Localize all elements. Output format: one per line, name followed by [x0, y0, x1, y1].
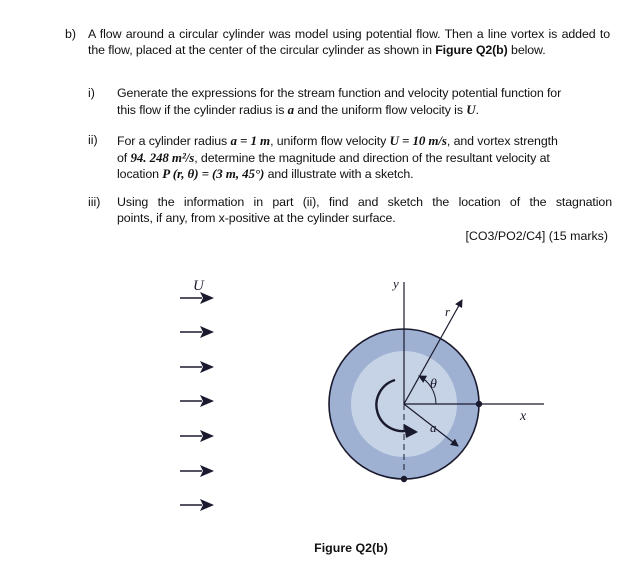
part-ii-text-e: , determine the magnitude and direction of the resultant velocity at — [194, 150, 550, 165]
var-a: a — [287, 101, 295, 117]
label-x: x — [520, 409, 527, 424]
figure-reference: Figure Q2(b) — [435, 42, 508, 57]
marks-allocation: [CO3/PO2/C4] (15 marks) — [465, 229, 608, 243]
surface-point-right — [476, 401, 482, 407]
question-label: b) — [65, 27, 77, 41]
part-iii-line2: points, if any, from x-positive at the cylinder surface. — [117, 210, 396, 225]
part-ii-text-c: , and vortex strength — [446, 134, 558, 148]
part-iii-line1: Using the information in part (ii), find and sketch the location of the stagnation — [117, 195, 612, 209]
part-i-text-a: this flow if the cylinder radius is — [117, 102, 288, 117]
label-a: a — [430, 420, 437, 435]
flow-arrow — [180, 361, 214, 373]
part-i-label: i) — [88, 86, 95, 100]
label-U: U — [193, 278, 204, 294]
part-ii-text-f: location — [117, 167, 163, 181]
surface-point-bottom — [401, 476, 407, 482]
uniform-flow-arrows — [180, 292, 214, 511]
vortex-strength-value: 94. 248 m²/s — [130, 149, 195, 165]
intro-text: A flow around a circular cylinder was model using potential flow. Then a line vortex is added to the flow, placed at the center of the circular cylinder as shown in — [88, 27, 610, 57]
var-U: U — [466, 101, 476, 117]
part-ii-text-d: of — [117, 150, 131, 165]
part-ii-text-b: , uniform flow velocity — [270, 134, 390, 148]
flow-arrow — [180, 395, 214, 407]
location-P-value: P (r, θ) = (3 m, 45°) — [162, 166, 265, 181]
label-r: r — [445, 304, 451, 319]
flow-arrow — [180, 430, 214, 442]
part-i-line1: Generate the expressions for the stream function and velocity potential function for — [117, 86, 562, 100]
flow-arrow — [180, 499, 214, 511]
flow-arrow — [180, 465, 214, 477]
part-ii-label: ii) — [88, 133, 98, 147]
figure-caption: Figure Q2(b) — [314, 541, 388, 555]
label-theta: θ — [430, 377, 437, 392]
part-iii-label: iii) — [88, 195, 101, 209]
radius-value: a = 1 m — [230, 133, 271, 148]
velocity-value: U = 10 m/s — [389, 133, 447, 148]
part-i-text-b: and the uniform flow velocity is — [294, 102, 467, 117]
label-y: y — [393, 276, 399, 291]
part-i-text-c: . — [475, 102, 479, 117]
part-ii-text-a: For a cylinder radius — [117, 134, 231, 148]
part-ii-text-g: and illustrate with a sketch. — [264, 167, 414, 181]
flow-arrow — [180, 326, 214, 338]
intro-text-end: below. — [507, 42, 546, 57]
